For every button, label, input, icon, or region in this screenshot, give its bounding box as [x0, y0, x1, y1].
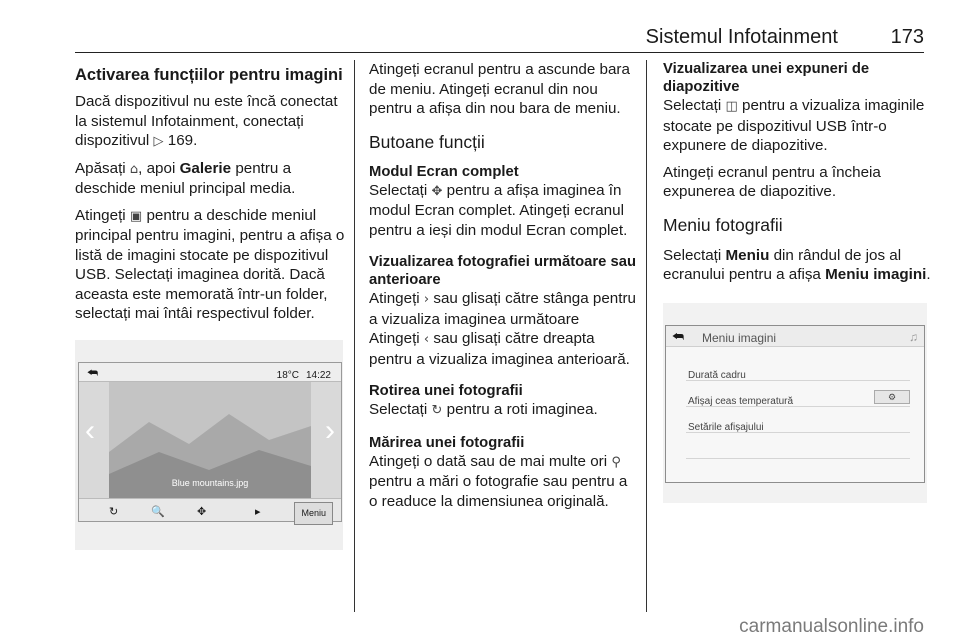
menu-item-display-settings[interactable]	[686, 414, 910, 433]
text: sau glisați către stânga pentru a vizualiza imaginea următoare	[369, 290, 636, 328]
paragraph-slideshow	[663, 96, 931, 156]
column-3	[663, 60, 931, 503]
page-number: 173	[890, 26, 924, 48]
text: pentru a vizualiza imaginile stocate pe dispozitivul USB într-o expunere de diapozitive.	[663, 97, 925, 154]
heading-next-prev: Vizualizarea fotografiei următoare sau anterioare	[369, 254, 636, 288]
chevron-left-icon[interactable]: ‹	[85, 413, 95, 447]
text: pentru a afișa imaginea în modul Ecran complet. Atingeți ecranul pentru a ieși din modul Ecran complet.	[369, 181, 628, 239]
heading-photo-menu: Meniu fotografii	[663, 214, 783, 235]
slideshow-icon: ◫	[725, 99, 738, 114]
paragraph-slideshow-end: Atingeți ecranul pentru a încheia expunerea de diapozitive.	[663, 163, 881, 200]
image-menu-screenshot	[663, 303, 927, 503]
chevron-right-icon[interactable]: ›	[325, 413, 335, 447]
heading-fullscreen: Modul Ecran complet	[369, 163, 519, 180]
text: din rândul de jos al ecranului pentru a afișa	[663, 246, 902, 283]
text: Apăsați	[75, 159, 126, 177]
text: Selectați	[369, 181, 428, 199]
page-header	[75, 22, 924, 53]
temperature: 18°C	[276, 369, 299, 381]
menu-item-label: Afișaj ceas temperatură	[688, 395, 794, 407]
page-ref-arrow-icon: ▷	[153, 134, 164, 149]
paragraph-connect	[75, 92, 345, 152]
menu-item-label: Setările afișajului	[688, 421, 764, 433]
column-divider	[354, 60, 355, 612]
text: Selectați	[663, 246, 722, 264]
heading-activate-images: Activarea funcțiilor pentru imagini	[75, 66, 343, 84]
image-icon: ▣	[129, 208, 143, 224]
text: Selectați	[663, 97, 722, 114]
text: Atingeți o dată sau de mai multe ori	[369, 452, 608, 470]
text: Atingeți	[369, 330, 420, 347]
screen-top-bar	[79, 363, 341, 382]
bold-menu: Meniu	[725, 246, 770, 264]
clock: 14:22	[305, 369, 331, 381]
menu-item-empty	[686, 440, 910, 459]
text: sau glisați către dreapta pentru a vizualiza imaginea anterioară.	[369, 330, 630, 368]
paragraph-photo-menu	[663, 246, 931, 285]
rotate-icon: ↻	[431, 403, 443, 418]
gear-icon[interactable]: ⚙	[874, 390, 910, 404]
screen-top-bar	[666, 326, 924, 347]
chevron-left-icon: ‹	[423, 332, 430, 347]
fullscreen-icon: ✥	[431, 183, 443, 199]
gallery-screenshot	[75, 340, 343, 550]
column-2	[369, 60, 637, 518]
paragraph-next	[369, 289, 637, 329]
rotate-icon[interactable]: ↻	[109, 505, 119, 518]
paragraph-gallery	[75, 159, 345, 199]
photo-preview[interactable]	[109, 382, 311, 498]
screen-bottom-bar	[79, 498, 341, 521]
text: pentru a deschide meniul principal pentru imagini, pentru a afișa o listă de imagini stocate pe dispozitivul USB. Selectați imaginea dorită. Dacă aceasta este memorată într-un folder, selectați mai întâi respectivul folder.	[75, 206, 345, 322]
menu-button[interactable]: Meniu	[294, 502, 333, 526]
paragraph-prev	[369, 329, 637, 369]
heading-rotate: Rotirea unei fotografii	[369, 383, 523, 399]
text: .	[926, 266, 931, 283]
text: , apoi	[138, 159, 176, 177]
menu-item-clock-temp[interactable]	[686, 388, 910, 407]
section-title: Sistemul Infotainment	[645, 26, 838, 48]
bold-gallery: Galerie	[179, 159, 232, 177]
music-note-icon: ♫	[909, 329, 918, 344]
text: pentru a roti imaginea.	[446, 401, 598, 418]
column-divider	[646, 60, 647, 612]
bold-image-menu: Meniu imagini	[825, 266, 927, 283]
chevron-right-icon: ›	[423, 292, 430, 307]
text: Atingeți	[75, 206, 126, 224]
page-ref: 169.	[167, 132, 198, 149]
home-icon: ⌂	[129, 161, 139, 177]
paragraph-fullscreen	[369, 181, 637, 241]
heading-slideshow: Vizualizarea unei expuneri de diapozitive	[663, 61, 870, 95]
paragraph-zoom	[369, 452, 637, 512]
gallery-screen	[78, 362, 342, 522]
zoom-icon: ⚲	[611, 454, 621, 470]
text: pentru a deschide meniul principal media.	[75, 159, 296, 197]
text: pentru a mări o fotografie sau pentru a o readuce la dimensiunea originală.	[369, 473, 628, 510]
text: Atingeți	[369, 290, 420, 307]
zoom-icon[interactable]: 🔍	[151, 505, 165, 518]
back-icon[interactable]: ⮪	[87, 365, 99, 380]
heading-function-buttons: Butoane funcții	[369, 131, 485, 152]
text: Selectați	[369, 401, 428, 418]
slideshow-icon[interactable]: ▸	[255, 505, 261, 518]
watermark: carmanualsonline.info	[739, 616, 924, 637]
screen-title: Meniu imagini	[702, 330, 777, 345]
menu-item-label: Durată cadru	[688, 369, 746, 381]
fullscreen-icon[interactable]: ✥	[197, 505, 207, 518]
photo-caption: Blue mountains.jpg	[171, 478, 249, 488]
paragraph-image-menu	[75, 206, 345, 324]
column-1	[75, 60, 345, 550]
text: Dacă dispozitivul nu este încă conectat la sistemul Infotainment, conectați dispozitivul	[75, 93, 338, 149]
image-menu-screen	[665, 325, 925, 483]
paragraph-rotate	[369, 400, 637, 421]
menu-item-frame-duration[interactable]	[686, 362, 910, 381]
paragraph-hide-menu: Atingeți ecranul pentru a ascunde bara de meniu. Atingeți ecranul din nou pentru a afișa din nou bara de meniu.	[369, 61, 630, 117]
heading-zoom: Mărirea unei fotografii	[369, 434, 525, 451]
back-icon[interactable]: ⮪	[672, 328, 685, 344]
